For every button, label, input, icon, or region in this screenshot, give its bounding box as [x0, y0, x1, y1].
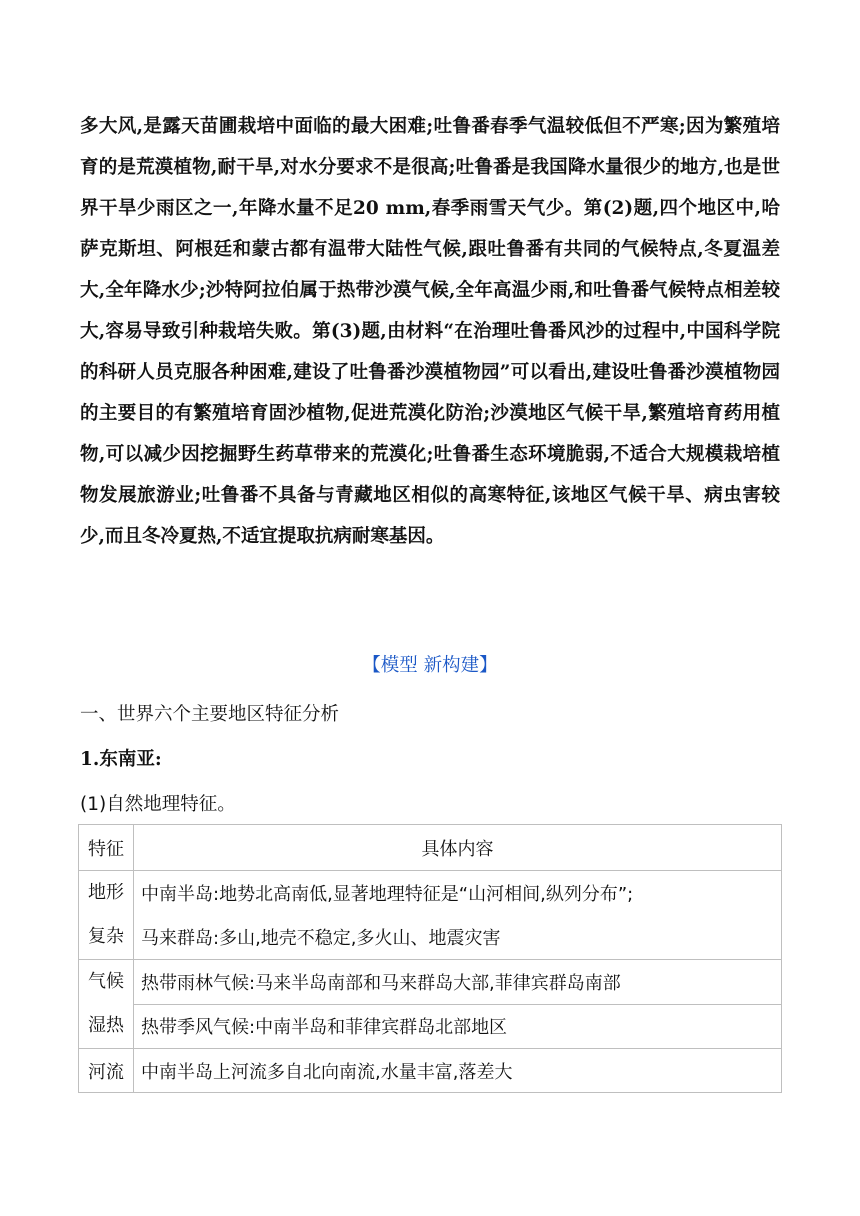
- terrain-content-line2: 马来群岛:多山,地壳不稳定,多火山、地震灾害: [134, 915, 782, 960]
- subsection-title: 1.东南亚:: [80, 749, 162, 770]
- header-content: 具体内容: [134, 825, 782, 871]
- climate-content-line2: 热带季风气候:中南半岛和菲律宾群岛北部地区: [134, 1004, 782, 1049]
- climate-label-line2: 湿热: [88, 1015, 124, 1036]
- terrain-label-line2: 复杂: [88, 926, 124, 947]
- answer-explanation-paragraph: 多大风,是露天苗圃栽培中面临的最大困难;吐鲁番春季气温较低但不严寒;因为繁殖培育的是荒漠植物,耐干旱,对水分要求不是很高;吐鲁番是我国降水量很少的地方,也是世界干旱少雨区之一,年降水量不足20 mm,春季雨雪天气少。第(2)题,四个地区中,哈萨克斯坦、阿根廷和蒙古都有温带大陆性气候,跟吐鲁番有共同的气候特点,冬夏温差大,全年降水少;沙特阿拉伯属于热带沙漠气候,全年高温少雨,和吐鲁番气候特点相差较大,容易导致引种栽培失败。第(3)题,由材料“在治理吐鲁番风沙的过程中,中国科学院的科研人员克服各种困难,建设了吐鲁番沙漠植物园”可以看出,建设吐鲁番沙漠植物园的主要目的有繁殖培育固沙植物,促进荒漠化防治;沙漠地区气候干旱,繁殖培育药用植物,可以减少因挖掘野生药草带来的荒漠化;吐鲁番生态环境脆弱,不适合大规模栽培植物发展旅游业;吐鲁番不具备与青藏地区相似的高寒特征,该地区气候干旱、病虫害较少,而且冬冷夏热,不适宜提取抗病耐寒基因。: [80, 116, 780, 547]
- subsubsection-title: (1)自然地理特征。: [80, 794, 236, 815]
- terrain-label-cell: [79, 871, 134, 960]
- terrain-content-line1: 中南半岛:地势北高南低,显著地理特征是“山河相间,纵列分布”;: [134, 871, 782, 916]
- river-content: 中南半岛上河流多自北向南流,水量丰富,落差大: [134, 1049, 782, 1093]
- header-feature: 特征: [79, 825, 134, 871]
- table-row-terrain: [79, 871, 782, 916]
- climate-label-cell: [79, 960, 134, 1049]
- table-row-climate: [79, 960, 782, 1005]
- table-row-climate-cont: [79, 1004, 782, 1049]
- section-title: 一、世界六个主要地区特征分析: [80, 704, 340, 725]
- climate-content-line1: 热带雨林气候:马来半岛南部和马来群岛大部,菲律宾群岛南部: [134, 960, 782, 1005]
- features-table: [78, 824, 782, 1093]
- climate-label-line1: 气候: [88, 971, 124, 992]
- table-row-terrain-cont: [79, 915, 782, 960]
- table-row-river: [79, 1049, 782, 1093]
- river-label-cell: 河流: [79, 1049, 134, 1093]
- terrain-label-line1: 地形: [88, 882, 124, 903]
- model-heading: 【模型 新构建】: [362, 655, 498, 676]
- table-header-row: [79, 825, 782, 871]
